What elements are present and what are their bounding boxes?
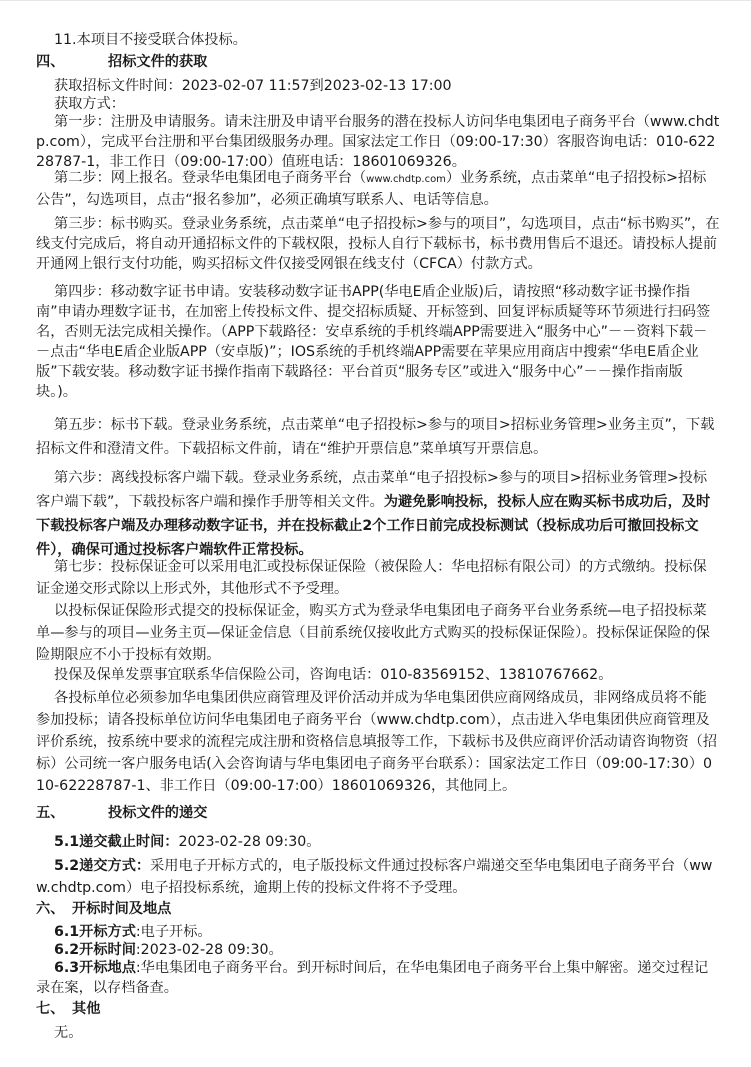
- opening-location: [36, 958, 720, 998]
- submission-deadline-label: 5.1递交截止时间：: [54, 834, 179, 850]
- section-4-title: 招标文件的获取: [108, 54, 208, 70]
- acquire-time-label: 获取招标文件时间：: [54, 78, 182, 94]
- step-7: 第七步：投标保证金可以采用电汇或投标保证保险（被保险人：华电招标有限公司）的方式缴纳。投标保证金递交形式除以上形式外，其他形式不予受理。: [36, 559, 707, 597]
- step-6: [36, 466, 720, 562]
- opening-method: [36, 922, 720, 942]
- section-4-heading: [36, 52, 720, 72]
- step-5: 第五步：标书下载。登录业务系统，点击菜单“电子招投标>参与的项目>招标业务管理>业务主页”，下载招标文件和澄清文件。下载招标文件前，请在“维护开票信息”菜单填写开票信息。: [36, 417, 715, 457]
- section-6-number: 六、: [36, 901, 65, 917]
- opening-method-value: :电子开标。: [135, 924, 212, 940]
- step-6-text: 第六步：离线投标客户端下载。登录业务系统，点击菜单“电子招投标>参与的项目>招标业务管理>投标客户端下载”，下载投标客户端和操作手册等相关文件。: [36, 470, 708, 510]
- section-5-title: 投标文件的递交: [108, 805, 208, 821]
- section-6-title: 开标时间及地点: [72, 901, 172, 917]
- other-content: 无。: [54, 1025, 83, 1041]
- opening-time-value: :2023-02-28 09:30。: [135, 942, 283, 958]
- step-6-emphasis: 为避免影响投标，投标人应在购买标书成功后，及时下载投标客户端及办理移动数字证书，并在投标截止2个工作日前完成投标测试（投标成功后可撤回投标文件），确保可通过投标客户端软件正常投标。: [36, 494, 711, 558]
- item-11: 11.本项目不接受联合体投标。: [54, 32, 247, 48]
- step-4: 第四步：移动数字证书申请。安装移动数字证书APP(华电E盾企业版)后，请按照“移动数字证书操作指南”申请办理数字证书，在加密上传投标文件、提交招标质疑、开标签到、回复评标质疑等环节须进行扫码签名，否则无法完成相关操作。（APP下载路径：安卓系统的手机终端APP需要进入“服务中心”－－资料下载－－点击“华电E盾企业版APP（安卓版)”；IOS系统的手机终端APP需要在苹果应用商店中搜索“华电E盾企业版”下载安装。移动数字证书操作指南下载路径：平台首页“服务专区”或进入“服务中心”－－操作指南版块。)。: [36, 284, 711, 400]
- step-1: 第一步：注册及申请服务。请未注册及申请平台服务的潜在投标人访问华电集团电子商务平台（www.chdtp.com），完成平台注册和平台集团级服务办理。国家法定工作日（09:00-17:30）客服咨询电话：010-62228787-1，非工作日（09:00-17:00）值班电话：18601069326。: [36, 114, 720, 170]
- insurance-contact: 投保及保单发票事宜联系华信保险公司，咨询电话：010-83569152、13810767662。: [54, 667, 613, 683]
- guarantee-insurance-note: 以投标保证保险形式提交的投标保证金，购买方式为登录华电集团电子商务平台业务系统—电子招投标菜单—参与的项目—业务主页—保证金信息（目前系统仅接收此方式购买的投标保证保险）。投标保证保险的保险期限应不小于投标有效期。: [36, 603, 710, 663]
- acquire-method-label: 获取方式：: [54, 96, 125, 112]
- section-7-title: 其他: [72, 1001, 101, 1017]
- submission-deadline: [36, 832, 720, 852]
- page-top-border: [0, 0, 751, 1]
- section-4-number: 四、: [36, 54, 65, 70]
- opening-location-value: :华电集团电子商务平台。到开标时间后，在华电集团电子商务平台上集中解密。递交过程记录在案，以存档备查。: [36, 960, 709, 996]
- acquire-time-value: 2023-02-07 11:57到2023-02-13 17:00: [181, 78, 452, 94]
- opening-time: [36, 940, 720, 960]
- step-2: [36, 168, 720, 210]
- step-2-url: www.chdtp.com: [366, 174, 446, 185]
- submission-method-label: 5.2递交方式：: [54, 858, 151, 874]
- section-5-heading: [36, 803, 720, 823]
- opening-time-label: 6.2开标时间: [54, 942, 136, 958]
- section-6-heading: [36, 899, 720, 919]
- submission-method: [36, 855, 720, 899]
- acquire-time: [36, 76, 720, 96]
- submission-deadline-value: 2023-02-28 09:30。: [178, 834, 321, 850]
- step-3: 第三步：标书购买。登录业务系统，点击菜单“电子招投标>参与的项目”，勾选项目，点击“标书购买”，在线支付完成后，将自动开通招标文件的下载权限，投标人自行下载标书，标书费用售后不退还。请投标人提前开通网上银行支付功能，购买招标文件仅接受网银在线支付（CFCA）付款方式。: [36, 216, 720, 272]
- section-7-heading: [36, 999, 720, 1019]
- step-2-text-b: ）业务系统，点击菜单“电子招投标>招标公告”，勾选项目，点击“报名参加”，必须正确填写联系人、电话等信息。: [36, 170, 707, 208]
- section-5-number: 五、: [36, 805, 65, 821]
- opening-location-label: 6.3开标地点: [54, 960, 136, 976]
- opening-method-label: 6.1开标方式: [54, 924, 136, 940]
- step-2-text-a: 第二步：网上报名。登录华电集团电子商务平台（: [54, 170, 367, 186]
- section-7-number: 七、: [36, 1001, 65, 1017]
- submission-method-value: 采用电子开标方式的，电子版投标文件通过投标客户端递交至华电集团电子商务平台（www.chdtp.com）电子招投标系统，逾期上传的投标文件将不予受理。: [36, 858, 713, 896]
- supplier-requirement: 各投标单位必须参加华电集团供应商管理及评价活动并成为华电集团供应商网络成员，非网络成员将不能参加投标；请各投标单位访问华电集团电子商务平台（www.chdtp.com），点击进入华电集团供应商管理及评价系统，按系统中要求的流程完成注册和资格信息填报等工作，下载标书及供应商评价活动请咨询物资（招标）公司统一客户服务电话(入会咨询请与华电集团电子商务平台联系）：国家法定工作日（09:00-17:30）010-62228787-1、非工作日（09:00-17:00）18601069326，其他同上。: [36, 690, 718, 794]
